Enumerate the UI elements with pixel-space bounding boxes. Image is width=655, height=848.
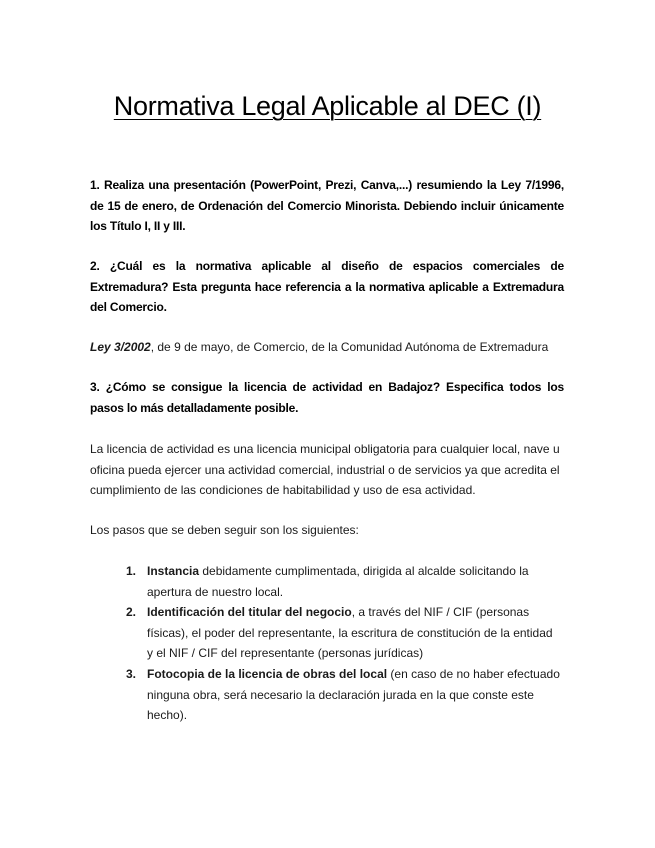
answer-2-law-description: , de 9 de mayo, de Comercio, de la Comunidad Autónoma de Extremadura	[150, 340, 549, 354]
step-detail: , a través del NIF / CIF (personas físicas), el poder del representante, la escritura de constitución de la entidad y el NIF / CIF del representante (personas jurídicas)	[147, 605, 553, 661]
question-1: 1. Realiza una presentación (PowerPoint, Prezi, Canva,...) resumiendo la Ley 7/1996, de 15 de enero, de Ordenación del Comercio Minorista. Debiendo incluir únicamente los Título I, II y III.	[90, 178, 564, 234]
steps-intro: Los pasos que se deben seguir son los siguientes:	[90, 523, 359, 537]
step-detail: debidamente cumplimentada, dirigida al alcalde solicitando la apertura de nuestro local.	[147, 564, 529, 599]
answer-3-paragraph: La licencia de actividad es una licencia municipal obligatoria para cualquier local, nave u oficina pueda ejercer una actividad comercial, industrial o de servicios ya que acredita el cumplimiento de las condiciones de habitabilidad y uso de esa actividad.	[90, 442, 560, 498]
question-2: 2. ¿Cuál es la normativa aplicable al diseño de espacios comerciales de Extremadura? Esta pregunta hace referencia a la normativa aplicable a Extremadura del Comercio.	[90, 259, 564, 315]
step-number: 2.	[126, 605, 137, 620]
list-item	[126, 602, 560, 664]
answer-2	[90, 337, 564, 358]
question-3: 3. ¿Cómo se consigue la licencia de actividad en Badajoz? Especifica todos los pasos lo más detalladamente posible.	[90, 380, 564, 415]
steps-list	[90, 561, 560, 726]
step-title: Identificación del titular del negocio	[147, 605, 352, 620]
step-title: Instancia	[147, 564, 200, 578]
step-number: 1.	[126, 564, 137, 578]
list-item	[126, 664, 560, 726]
document-title: Normativa Legal Aplicable al DEC (I)	[113, 91, 542, 121]
answer-2-law-name: Ley 3/2002	[90, 340, 151, 354]
step-number: 3.	[126, 666, 137, 681]
list-item	[126, 561, 560, 602]
step-detail: (en caso de no haber efectuado ninguna obra, será necesario la declaración jurada en la que conste este hecho).	[147, 666, 560, 723]
step-title: Fotocopia de la licencia de obras del local	[147, 666, 388, 681]
